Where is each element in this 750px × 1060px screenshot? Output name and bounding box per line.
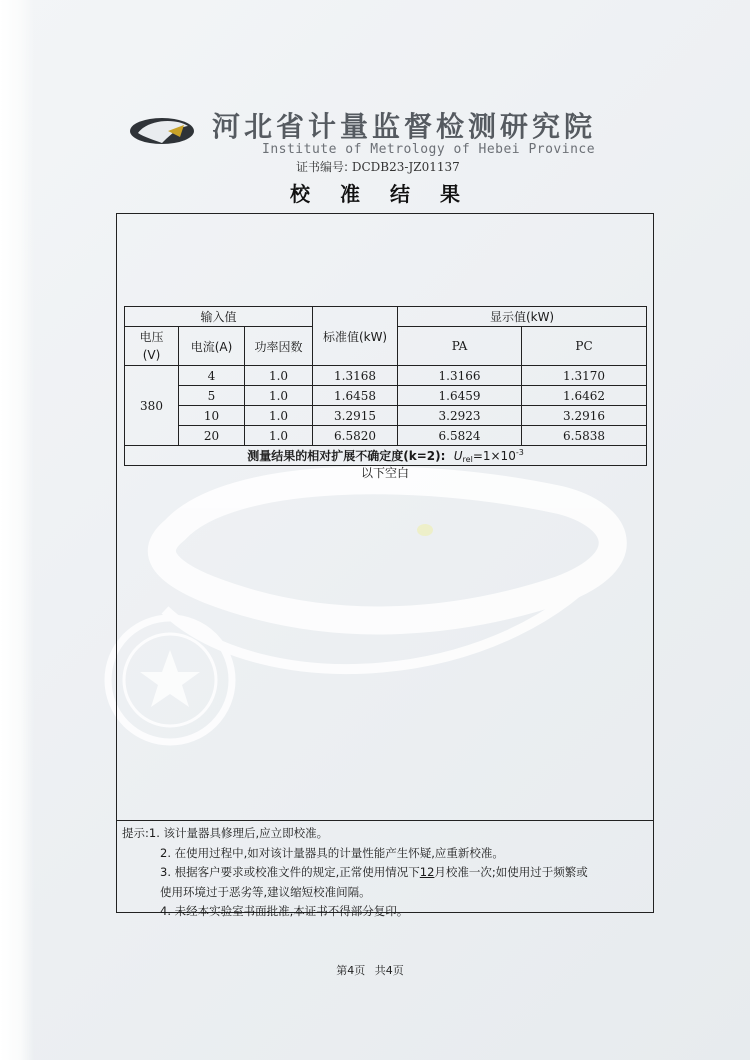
voltage-header-line2: (V) [142,348,161,362]
current-cell: 20 [179,426,245,446]
power-factor-cell: 1.0 [245,366,313,386]
voltage-header-line1: 电压 [139,330,164,344]
certificate-number [296,158,460,175]
notes-prefix: 提示: [122,826,149,840]
note-2: 2. 在使用过程中,如对该计量器具的计量性能产生怀疑,应重新校准。 [160,845,504,860]
current-cell: 5 [179,386,245,406]
pa-cell: 6.5824 [398,426,522,446]
standard-cell: 3.2915 [313,406,398,426]
current-header: 电流(A) [179,327,245,366]
pa-cell: 1.3166 [398,366,522,386]
note-3-part1: 3. 根据客户要求或校准文件的规定,正常使用情况下 [160,865,420,879]
standard-cell: 1.3168 [313,366,398,386]
uncertainty-label: 测量结果的相对扩展不确定度 [247,449,404,463]
uncertainty-subscript: rel [462,455,473,464]
pa-header: PA [398,327,522,366]
display-header: 显示值(kW) [398,307,647,327]
page-title: 校准结果 [290,182,490,206]
power-factor-header: 功率因数 [245,327,313,366]
institute-name-en: Institute of Metrology of Hebei Province [262,142,596,157]
note-3-part2: 月校准一次;如使用过于频繁或 [434,865,588,879]
uncertainty-k: (k=2): [403,449,446,463]
pa-cell: 3.2923 [398,406,522,426]
blank-below-note: 以下空白 [360,466,409,480]
note-line-1 [122,824,648,844]
note-3-line2: 使用环境过于恶劣等,建议缩短校准间隔。 [160,884,371,899]
pc-header: PC [522,327,647,366]
standard-cell: 6.5820 [313,426,398,446]
uncertainty-exponent: -3 [515,448,524,457]
standard-cell: 1.6458 [313,386,398,406]
note-3-months: 12 [419,865,435,879]
pc-cell: 1.3170 [522,366,647,386]
current-cell: 10 [179,406,245,426]
current-cell: 4 [179,366,245,386]
certificate-number-label: 证书编号: [296,160,349,174]
voltage-value: 380 [125,366,179,446]
pc-cell: 1.6462 [522,386,647,406]
certificate-number-value: DCDB23-JZ01137 [351,160,460,174]
input-header: 输入值 [125,307,313,327]
power-factor-cell: 1.0 [245,406,313,426]
power-factor-cell: 1.0 [245,386,313,406]
pa-cell: 1.6459 [398,386,522,406]
table-row [125,426,647,446]
table-row [125,406,647,426]
scan-edge [0,0,34,1060]
power-factor-cell: 1.0 [245,426,313,446]
voltage-header [125,327,179,366]
page-footer: 第4页 共4页 [336,964,404,977]
note-1: 1. 该计量器具修理后,应立即校准。 [148,826,329,840]
uncertainty-row [125,446,647,466]
note-4: 4. 未经本实验室书面批准,本证书不得部分复印。 [160,904,409,918]
calibration-results-table [124,306,647,466]
institute-logo-icon [128,109,198,149]
pc-cell: 6.5838 [522,426,647,446]
institute-name-cn: 河北省计量监督检测研究院 [212,110,597,143]
uncertainty-value: =1×10 [472,449,516,463]
uncertainty-symbol: $U_{rel}$ [453,449,473,464]
notes-divider [116,820,654,821]
pc-cell: 3.2916 [522,406,647,426]
table-row [125,366,647,386]
uncertainty-cell [125,446,647,466]
table-header-row [125,307,647,327]
table-row [125,386,647,406]
note-3 [122,863,648,883]
standard-header: 标准值(kW) [313,307,398,366]
notes-section [122,824,648,922]
